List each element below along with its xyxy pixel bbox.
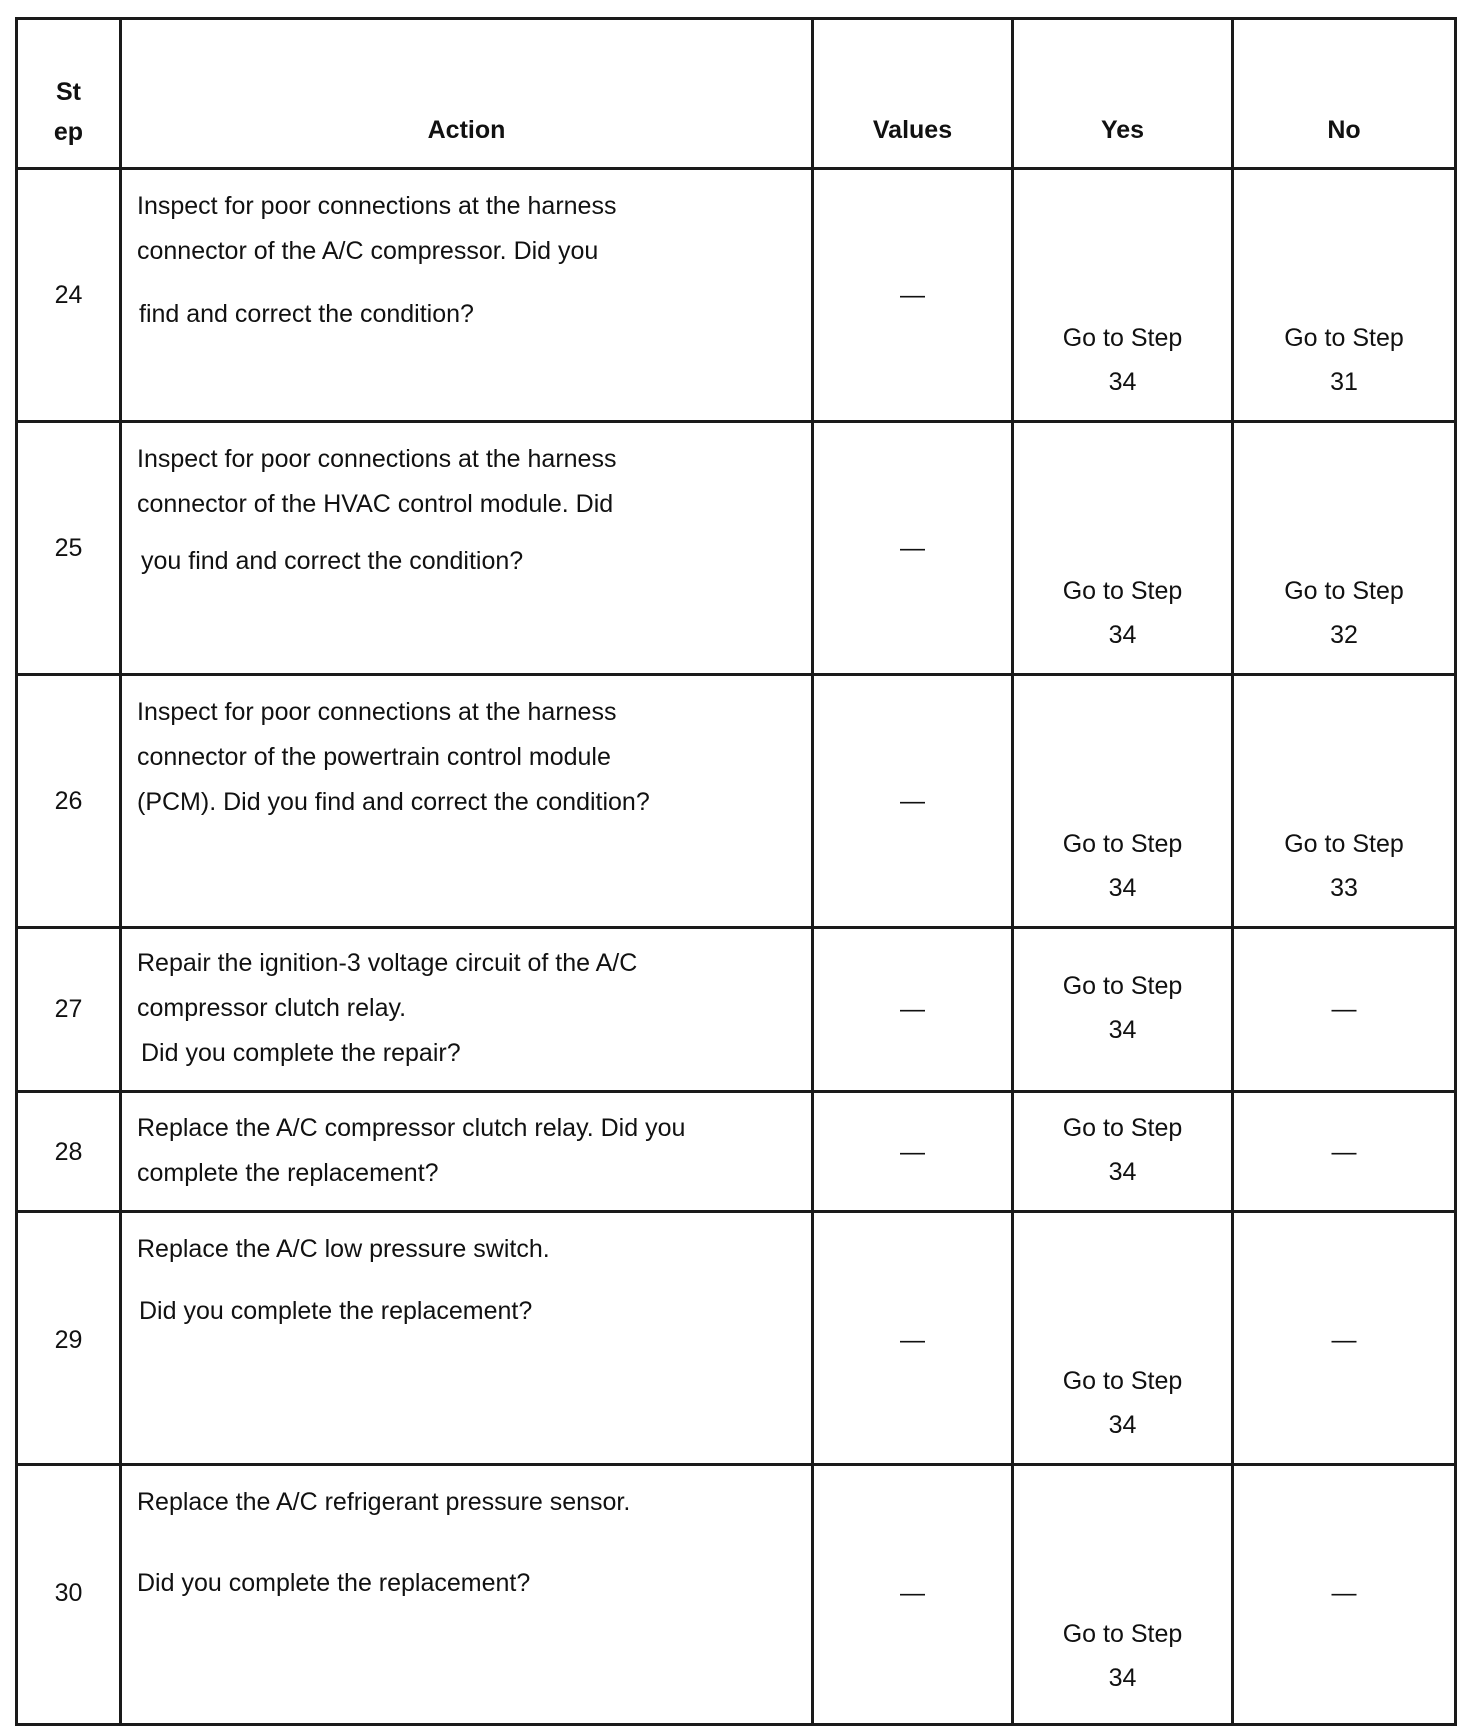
values-cell [814, 1213, 1014, 1463]
action-line: Inspect for poor connections at the harness [137, 192, 617, 220]
action-line: Inspect for poor connections at the harness [137, 445, 617, 473]
yes-step-number: 34 [1108, 1411, 1137, 1439]
table-row [18, 1213, 1457, 1466]
no-dash: — [1331, 1326, 1357, 1354]
no-cell [1234, 1093, 1457, 1210]
yes-step-number: 34 [1108, 368, 1137, 396]
table-row [18, 929, 1457, 1093]
yes-go-to-step: Go to Step [1062, 972, 1183, 1000]
step-cell [18, 929, 122, 1090]
no-cell [1234, 676, 1457, 926]
values-dash: — [900, 281, 925, 309]
no-cell [1234, 1213, 1457, 1463]
diagnostic-table [15, 17, 1457, 1726]
yes-go-to-step: Go to Step [1062, 1620, 1183, 1648]
header-values-label: Values [872, 116, 953, 144]
yes-go-to-step: Go to Step [1062, 577, 1183, 605]
action-cell [122, 1093, 814, 1210]
values-cell [814, 1466, 1014, 1723]
action-line: complete the replacement? [137, 1159, 439, 1187]
step-cell [18, 423, 122, 673]
yes-cell [1014, 676, 1234, 926]
header-no-label: No [1327, 116, 1361, 144]
values-dash: — [900, 1326, 925, 1354]
values-dash: — [900, 995, 925, 1023]
action-line: Did you complete the replacement? [139, 1297, 533, 1325]
action-cell [122, 423, 814, 673]
header-yes-label: Yes [1100, 116, 1145, 144]
values-dash: — [900, 534, 925, 562]
step-number: 27 [54, 995, 83, 1023]
no-cell [1234, 170, 1457, 420]
action-line: (PCM). Did you find and correct the condition? [137, 788, 650, 816]
table-row [18, 1093, 1457, 1213]
action-line: you find and correct the condition? [141, 547, 524, 575]
no-cell [1234, 423, 1457, 673]
action-cell [122, 1213, 814, 1463]
yes-cell [1014, 1093, 1234, 1210]
table-row [18, 1466, 1457, 1726]
header-step-line2: ep [53, 118, 84, 146]
step-number: 24 [54, 281, 83, 309]
header-action [122, 20, 814, 167]
header-yes [1014, 20, 1234, 167]
no-dash: — [1331, 1138, 1357, 1166]
no-step-number: 31 [1330, 368, 1358, 396]
no-cell [1234, 929, 1457, 1090]
action-line: Inspect for poor connections at the harness [137, 698, 617, 726]
no-go-to-step: Go to Step [1284, 577, 1404, 605]
step-cell [18, 1093, 122, 1210]
header-step-line1: St [56, 78, 81, 106]
action-line: find and correct the condition? [139, 300, 474, 328]
action-line: connector of the HVAC control module. Did [137, 490, 614, 518]
yes-step-number: 34 [1108, 874, 1137, 902]
step-cell [18, 1466, 122, 1723]
step-cell [18, 170, 122, 420]
yes-go-to-step: Go to Step [1062, 1367, 1183, 1395]
yes-step-number: 34 [1108, 1016, 1137, 1044]
yes-cell [1014, 423, 1234, 673]
yes-step-number: 34 [1108, 1158, 1137, 1186]
no-go-to-step: Go to Step [1284, 324, 1404, 352]
yes-cell [1014, 1466, 1234, 1723]
values-cell [814, 676, 1014, 926]
action-cell [122, 170, 814, 420]
yes-cell [1014, 170, 1234, 420]
action-line: compressor clutch relay. [137, 994, 407, 1022]
action-cell [122, 1466, 814, 1723]
yes-go-to-step: Go to Step [1062, 1114, 1183, 1142]
values-dash: — [900, 1138, 925, 1166]
header-values [814, 20, 1014, 167]
values-cell [814, 170, 1014, 420]
yes-cell [1014, 929, 1234, 1090]
step-number: 28 [54, 1138, 83, 1166]
values-cell [814, 929, 1014, 1090]
action-line: Replace the A/C compressor clutch relay. Did you [137, 1114, 686, 1142]
yes-go-to-step: Go to Step [1062, 324, 1183, 352]
header-step [18, 20, 122, 167]
action-line: Repair the ignition-3 voltage circuit of the A/C [137, 949, 638, 977]
table-row [18, 423, 1457, 676]
step-cell [18, 676, 122, 926]
values-cell [814, 423, 1014, 673]
table-row [18, 676, 1457, 929]
yes-step-number: 34 [1108, 621, 1137, 649]
step-number: 29 [54, 1326, 83, 1354]
header-no [1234, 20, 1457, 167]
action-cell [122, 676, 814, 926]
action-line: Replace the A/C refrigerant pressure sensor. [137, 1488, 631, 1516]
step-number: 25 [54, 534, 83, 562]
values-dash: — [900, 787, 925, 815]
yes-step-number: 34 [1108, 1664, 1137, 1692]
table-header-row [18, 20, 1457, 170]
values-dash: — [900, 1579, 925, 1607]
table-row [18, 170, 1457, 423]
no-cell [1234, 1466, 1457, 1723]
yes-cell [1014, 1213, 1234, 1463]
step-number: 26 [54, 787, 83, 815]
action-cell [122, 929, 814, 1090]
action-line: Replace the A/C low pressure switch. [137, 1235, 550, 1263]
values-cell [814, 1093, 1014, 1210]
header-action-label: Action [427, 116, 506, 144]
no-dash: — [1331, 995, 1357, 1023]
action-line: Did you complete the repair? [141, 1039, 461, 1067]
action-line: Did you complete the replacement? [137, 1569, 531, 1597]
step-cell [18, 1213, 122, 1463]
no-dash: — [1331, 1579, 1357, 1607]
no-step-number: 32 [1330, 621, 1358, 649]
no-step-number: 33 [1330, 874, 1358, 902]
no-go-to-step: Go to Step [1284, 830, 1404, 858]
step-number: 30 [54, 1579, 83, 1607]
yes-go-to-step: Go to Step [1062, 830, 1183, 858]
action-line: connector of the powertrain control module [137, 743, 611, 771]
action-line: connector of the A/C compressor. Did you [137, 237, 599, 265]
